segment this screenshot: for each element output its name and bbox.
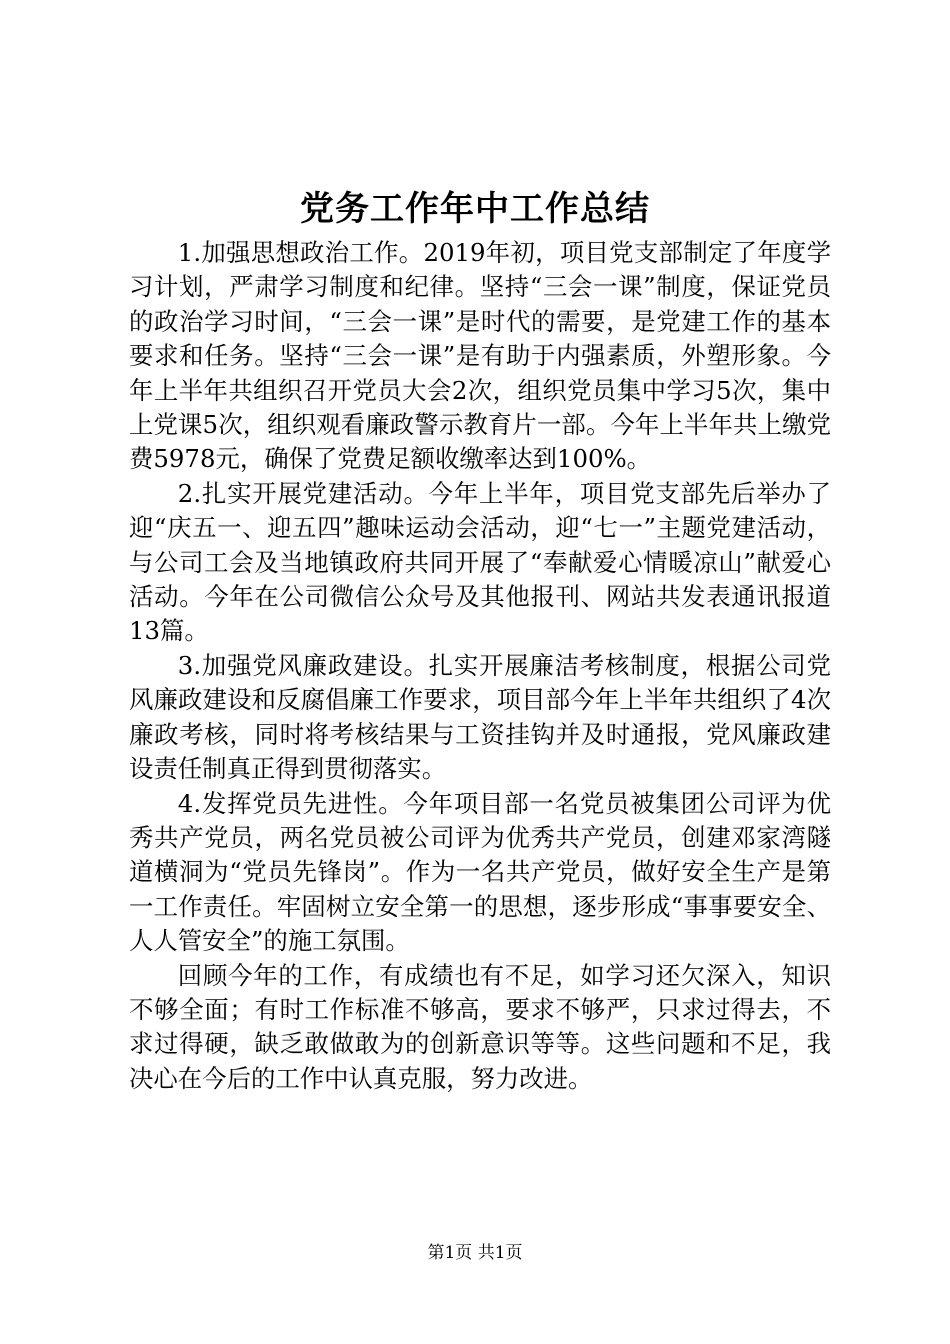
paragraph-1: 1.加强思想政治工作。2019年初，项目党支部制定了年度学习计划，严肃学习制度和纪律。坚持“三会一课”制度，保证党员的政治学习时间，“三会一课”是时代的需要，是党建工作的基本要求和任务。坚持“三会一课”是有助于内强素质，外塑形象。今年上半年共组织召开党员大会2次，组织党员集中学习5次，集中上党课5次，组织观看廉政警示教育片一部。今年上半年共上缴党费5978元，确保了党费足额收缴率达到100%。 (129, 238, 831, 474)
paragraph-4: 4.发挥党员先进性。今年项目部一名党员被集团公司评为优秀共产党员，两名党员被公司评为优秀共产党员，创建邓家湾隧道横洞为“党员先锋岗”。作为一名共产党员，做好安全生产是第一工作责任。牢固树立安全第一的思想，逐步形成“事事要安全、人人管安全”的施工氛围。 (129, 788, 831, 956)
paragraph-5: 回顾今年的工作，有成绩也有不足，如学习还欠深入，知识不够全面；有时工作标准不够高，要求不够严，只求过得去，不求过得硬，缺乏敢做敢为的创新意识等等。这些问题和不足，我决心在今后的工作中认真克服，努力改进。 (129, 960, 831, 1093)
document-body (129, 236, 831, 1096)
document-title: 党务工作年中工作总结 (300, 189, 650, 229)
paragraph-2: 2.扎实开展党建活动。今年上半年，项目党支部先后举办了迎“庆五一、迎五四”趣味运动会活动，迎“七一”主题党建活动，与公司工会及当地镇政府共同开展了“奉献爱心情暖凉山”献爱心活动。今年在公司微信公众号及其他报刊、网站共发表通讯报道13篇。 (129, 478, 831, 646)
page-number-footer: 第1页 共1页 (427, 1243, 523, 1263)
paragraph-3: 3.加强党风廉政建设。扎实开展廉洁考核制度，根据公司党风廉政建设和反腐倡廉工作要求，项目部今年上半年共组织了4次廉政考核，同时将考核结果与工资挂钩并及时通报，党风廉政建设责任制真正得到贯彻落实。 (129, 650, 831, 784)
